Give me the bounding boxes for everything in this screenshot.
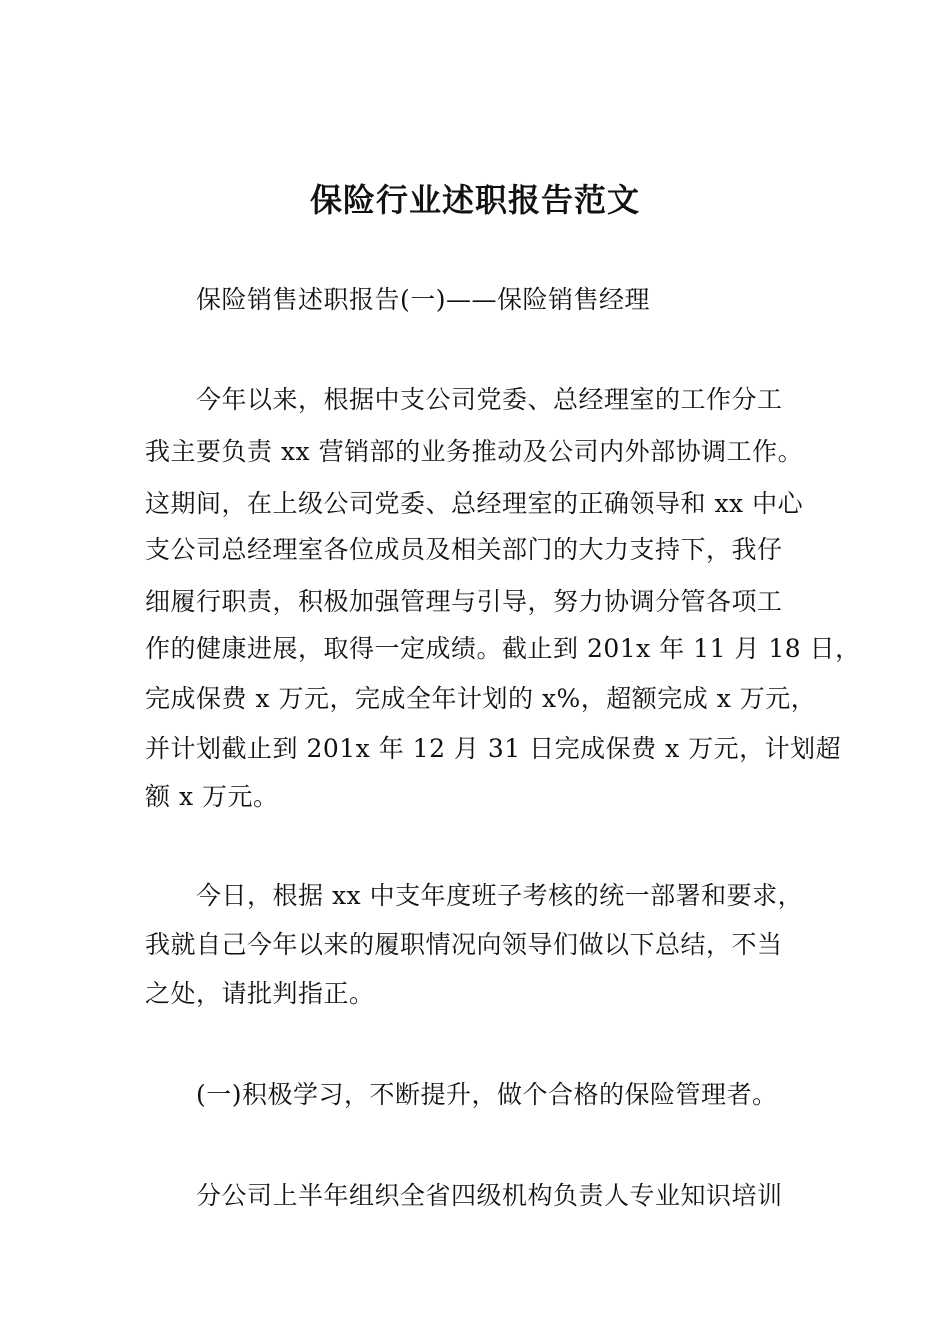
- paragraph-line: 之处，请批判指正。: [145, 979, 375, 1008]
- paragraph-line: 今日，根据 xx 中支年度班子考核的统一部署和要求，: [196, 881, 804, 910]
- paragraph-line: 支公司总经理室各位成员及相关部门的大力支持下，我仔: [145, 535, 783, 564]
- paragraph-line: 作的健康进展，取得一定成绩。截止到 201x 年 11 月 18 日，: [145, 634, 861, 663]
- paragraph-line: 细履行职责，积极加强管理与引导，努力协调分管各项工: [145, 587, 783, 616]
- paragraph-line: 并计划截止到 201x 年 12 月 31 日完成保费 x 万元，计划超: [145, 734, 842, 763]
- section-heading: (一)积极学习，不断提升，做个合格的保险管理者。: [196, 1080, 778, 1109]
- paragraph-line: 分公司上半年组织全省四级机构负责人专业知识培训: [196, 1181, 783, 1210]
- paragraph-line: 这期间，在上级公司党委、总经理室的正确领导和 xx 中心: [145, 489, 804, 518]
- paragraph-line: 我主要负责 xx 营销部的业务推动及公司内外部协调工作。: [145, 437, 804, 466]
- paragraph-line: 额 x 万元。: [145, 782, 279, 811]
- document-title: 保险行业述职报告范文: [309, 181, 640, 219]
- paragraph-line: 我就自己今年以来的履职情况向领导们做以下总结，不当: [145, 930, 783, 959]
- paragraph-line: 完成保费 x 万元，完成全年计划的 x%，超额完成 x 万元，: [145, 684, 817, 713]
- document-subtitle: 保险销售述职报告(一)——保险销售经理: [196, 285, 651, 314]
- paragraph-line: 今年以来，根据中支公司党委、总经理室的工作分工: [196, 385, 783, 414]
